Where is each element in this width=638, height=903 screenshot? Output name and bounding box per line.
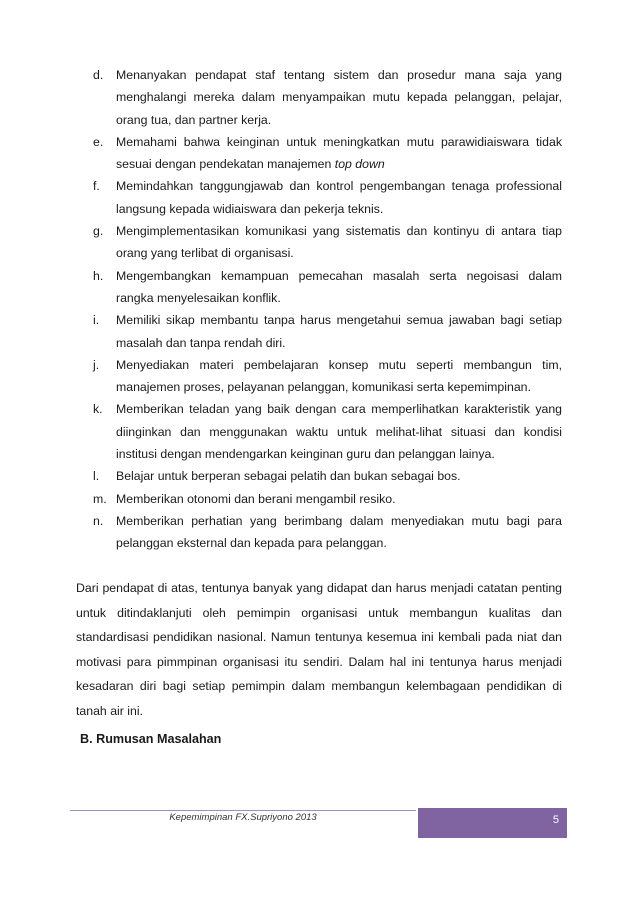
section-heading: B. Rumusan Masalahan <box>80 732 222 746</box>
list-item <box>86 398 562 465</box>
list-item <box>86 131 562 176</box>
list-item-text: Memberikan teladan yang baik dengan cara memperlihatkan karakteristik yang diinginkan dan menggunakan waktu untuk melihat-lihat situasi dan kondisi institusi dengan mendengarkan keinginan guru dan pelanggan lainya. <box>116 402 562 462</box>
list-item <box>86 220 562 265</box>
list-item-text: Memindahkan tanggungjawab dan kontrol pengembangan tenaga professional langsung kepada widiaiswara dan pekerja teknis. <box>116 179 562 216</box>
list-item-text: Belajar untuk berperan sebagai pelatih dan bukan sebagai bos. <box>116 469 461 484</box>
list-marker: h. <box>93 268 104 283</box>
list-marker: k. <box>93 402 103 417</box>
list-marker: d. <box>93 68 104 82</box>
criteria-list <box>86 64 562 555</box>
list-marker: f. <box>93 179 100 194</box>
list-item <box>86 175 562 220</box>
list-item <box>86 354 562 399</box>
list-marker: n. <box>93 513 104 528</box>
list-item <box>86 488 562 510</box>
list-item <box>86 510 562 555</box>
list-item-emphasis: top down <box>334 157 385 172</box>
list-item <box>86 309 562 354</box>
list-marker: i. <box>93 313 100 328</box>
list-item-text: Memberikan otonomi dan berani mengambil resiko. <box>116 491 396 506</box>
list-marker: e. <box>93 134 104 149</box>
body-paragraph: Dari pendapat di atas, tentunya banyak yang didapat dan harus menjadi catatan penting untuk ditindaklanjuti oleh pemimpin organisasi untuk membangun kualitas dan standardisasi pendidikan nasional. Namun tentunya kesemua ini kembali pada niat dan motivasi para pimmpinan organisasi itu sendiri. Dalam hal ini tentunya harus menjadi kesadaran diri bagi setiap pemimpin dalam membangun kelembagaan pendidikan di tanah air ini. <box>76 581 562 718</box>
footer-divider <box>70 810 416 811</box>
list-item <box>86 265 562 310</box>
list-item-text: Mengembangkan kemampuan pemecahan masalah serta negoisasi dalam rangka menyelesaikan konflik. <box>116 268 562 305</box>
list-item-text: Mengimplementasikan komunikasi yang sistematis dan kontinyu di antara tiap orang yang terlibat di organisasi. <box>116 224 562 261</box>
list-item-text: Menanyakan pendapat staf tentang sistem dan prosedur mana saja yang menghalangi mereka dalam menyampaikan mutu kepada pelanggan, pelajar, orang tua, dan partner kerja. <box>116 68 562 127</box>
list-marker: j. <box>93 357 100 372</box>
list-marker: l. <box>93 469 100 484</box>
list-item-text: Menyediakan materi pembelajaran konsep mutu seperti membangun tim, manajemen proses, pelayanan pelanggan, komunikasi serta kepemimpinan. <box>116 357 562 395</box>
list-item <box>86 465 562 487</box>
page-number: 5 <box>552 814 559 826</box>
list-item <box>86 64 562 131</box>
footer-text: Kepemimpinan FX.Supriyono 2013 <box>169 812 317 823</box>
page-number-box <box>418 808 567 838</box>
list-item-text: Memahami bahwa keinginan untuk meningkatkan mutu parawidiaiswara tidak sesuai dengan pendekatan manajemen <box>116 134 562 172</box>
list-marker: g. <box>93 224 104 239</box>
list-marker: m. <box>93 491 107 506</box>
list-item-text: Memiliki sikap membantu tanpa harus mengetahui semua jawaban bagi setiap masalah dan tanpa rendah diri. <box>116 313 562 350</box>
list-item-text: Memberikan perhatian yang berimbang dalam menyediakan mutu bagi para pelanggan eksternal dan kepada para pelanggan. <box>116 513 562 551</box>
